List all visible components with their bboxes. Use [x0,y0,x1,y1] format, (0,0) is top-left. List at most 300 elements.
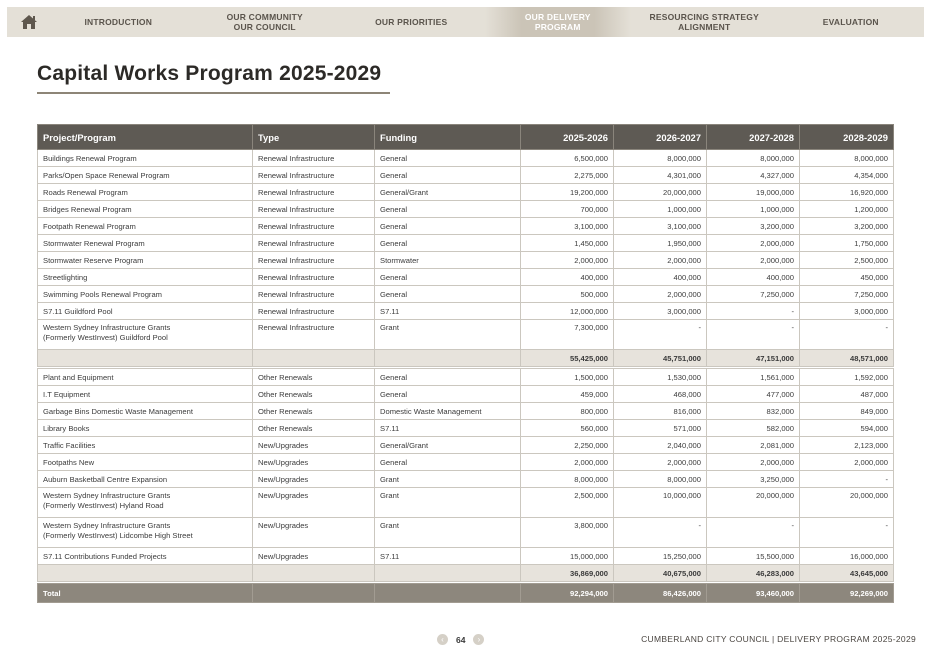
cell-text: General [380,389,408,399]
cell-text: 400,000 [673,272,701,282]
cell-text: Renewal Infrastructure [258,272,335,282]
cell-text: Buildings Renewal Program [43,153,137,163]
cell-text: Stormwater Renewal Program [43,238,145,248]
nav-tab-label: INTRODUCTION [84,17,153,27]
cell-text: Grant [380,491,399,500]
cell-text: Renewal Infrastructure [258,153,335,163]
cell-text: General [380,221,408,231]
cell-text: Renewal Infrastructure [258,221,335,231]
column-header: 2026-2027 [614,125,707,150]
type-cell [253,320,375,350]
cell-text: 468,000 [673,389,701,399]
funding-cell [375,454,521,471]
funding-cell [375,303,521,320]
amount-cell [521,420,614,437]
subtotal-value: 36,869,000 [521,565,614,582]
cell-text: 12,000,000 [569,306,608,316]
amount-cell [800,218,894,235]
nav-tab-label: RESOURCING STRATEGY ALIGNMENT [649,12,759,32]
table-row [38,471,894,488]
table-row [38,403,894,420]
cell-text: Streetlighting [43,272,88,282]
amount-cell [521,235,614,252]
subtotal-value: 45,751,000 [614,350,707,367]
table-row [38,150,894,167]
cell-text: - [885,323,888,332]
cell-text: Auburn Basketball Centre Expansion [43,474,168,484]
table-row [38,167,894,184]
type-cell [253,403,375,420]
type-cell [253,235,375,252]
total-value: 92,294,000 [521,584,614,603]
cell-text: 2,000,000 [760,238,794,248]
funding-cell [375,437,521,454]
cell-text: Renewal Infrastructure [258,306,335,316]
amount-cell [614,518,707,548]
type-cell [253,437,375,454]
funding-cell [375,235,521,252]
type-cell [253,454,375,471]
page-number: 64 [456,634,466,645]
cell-text: 1,500,000 [574,372,608,382]
amount-cell [707,420,800,437]
cell-text: 15,250,000 [662,551,701,561]
amount-cell [800,269,894,286]
amount-cell [707,488,800,518]
cell-text: General [380,238,408,248]
cell-text: 487,000 [860,389,888,399]
cell-text: - [698,521,701,530]
project-cell [38,471,253,488]
table-row [38,269,894,286]
cell-text: 3,000,000 [667,306,701,316]
amount-cell [521,184,614,201]
cell-text: 7,250,000 [760,289,794,299]
amount-cell [521,320,614,350]
amount-cell [707,454,800,471]
table-row [38,286,894,303]
funding-cell [375,320,521,350]
cell-text: 7,250,000 [854,289,888,299]
amount-cell [614,471,707,488]
project-cell [38,252,253,269]
page-pager [437,634,484,645]
table-header-row [38,125,894,150]
nav-tab-label: OUR DELIVERY PROGRAM [524,12,591,32]
cell-text: 849,000 [860,406,888,416]
type-cell [253,184,375,201]
cell-text: Renewal Infrastructure [258,170,335,180]
cell-text: Other Renewals [258,406,313,416]
amount-cell [707,201,800,218]
project-cell [38,218,253,235]
nav-tab-label: OUR COMMUNITY OUR COUNCIL [226,12,303,32]
funding-cell [375,548,521,565]
cell-text: 832,000 [766,406,794,416]
type-cell [253,471,375,488]
cell-text: Swimming Pools Renewal Program [43,289,163,299]
footer-document-title: CUMBERLAND CITY COUNCIL | DELIVERY PROGRAM 2025-2029 [641,634,916,644]
amount-cell [521,150,614,167]
cell-text: Western Sydney Infrastructure Grants (Formerly WestInvest) Lidcombe High Street [43,521,193,540]
cell-text: Grant [380,474,399,484]
cell-text: 594,000 [860,423,888,433]
cell-text: 400,000 [580,272,608,282]
cell-text: New/Upgrades [258,521,309,530]
subtotal-value: 48,571,000 [800,350,894,367]
cell-text: 19,200,000 [569,187,608,197]
cell-text: 19,000,000 [755,187,794,197]
amount-cell [614,167,707,184]
capital-works-total-table [37,583,894,603]
subtotal-empty-cell [375,565,521,582]
cell-text: - [791,521,794,530]
type-cell [253,488,375,518]
cell-text: 7,300,000 [574,323,608,332]
cell-text: S7.11 [380,306,400,316]
nav-tab-resourcing-strategy[interactable] [631,7,778,37]
amount-cell [521,252,614,269]
table-row [38,320,894,350]
amount-cell [707,471,800,488]
amount-cell [707,320,800,350]
funding-cell [375,369,521,386]
table-row [38,420,894,437]
cell-text: 8,000,000 [854,153,888,163]
amount-cell [614,437,707,454]
total-empty-cell [253,584,375,603]
project-cell [38,437,253,454]
amount-cell [614,488,707,518]
amount-cell [800,471,894,488]
type-cell [253,518,375,548]
cell-text: 2,000,000 [667,289,701,299]
amount-cell [800,320,894,350]
subtotal-value: 47,151,000 [707,350,800,367]
cell-text: New/Upgrades [258,551,309,561]
amount-cell [800,386,894,403]
amount-cell [521,437,614,454]
amount-cell [707,548,800,565]
cell-text: - [885,521,888,530]
type-cell [253,150,375,167]
amount-cell [521,201,614,218]
project-cell [38,454,253,471]
cell-text: Library Books [43,423,90,433]
cell-text: Plant and Equipment [43,372,114,382]
nav-tab-our-priorities[interactable] [338,7,485,37]
total-label: Total [38,584,253,603]
type-cell [253,369,375,386]
cell-text: 2,000,000 [574,457,608,467]
cell-text: 1,750,000 [854,238,888,248]
cell-text: 1,200,000 [854,204,888,214]
nav-tab-our-community[interactable] [192,7,339,37]
cell-text: 477,000 [766,389,794,399]
amount-cell [614,201,707,218]
project-cell [38,201,253,218]
funding-cell [375,386,521,403]
funding-cell [375,488,521,518]
cell-text: I.T Equipment [43,389,91,399]
amount-cell [800,252,894,269]
project-cell [38,518,253,548]
cell-text: 8,000,000 [667,474,701,484]
project-cell [38,420,253,437]
amount-cell [614,218,707,235]
amount-cell [614,286,707,303]
cell-text: 16,000,000 [849,551,888,561]
funding-cell [375,518,521,548]
subtotal-empty-cell [38,350,253,367]
cell-text: New/Upgrades [258,440,309,450]
cell-text: 3,100,000 [574,221,608,231]
cell-text: 450,000 [860,272,888,282]
cell-text: 2,000,000 [667,255,701,265]
cell-text: 800,000 [580,406,608,416]
cell-text: 3,200,000 [854,221,888,231]
cell-text: 1,561,000 [760,372,794,382]
cell-text: S7.11 [380,551,400,561]
column-header: Project/Program [38,125,253,150]
cell-text: 816,000 [673,406,701,416]
amount-cell [614,420,707,437]
cell-text: Other Renewals [258,423,313,433]
total-value: 86,426,000 [614,584,707,603]
type-cell [253,420,375,437]
cell-text: 20,000,000 [849,491,888,500]
cell-text: - [791,306,794,316]
cell-text: 3,100,000 [667,221,701,231]
cell-text: Stormwater [380,255,419,265]
amount-cell [707,269,800,286]
amount-cell [521,454,614,471]
amount-cell [521,218,614,235]
amount-cell [800,488,894,518]
amount-cell [800,403,894,420]
subtotal-value: 40,675,000 [614,565,707,582]
amount-cell [614,369,707,386]
amount-cell [707,150,800,167]
column-header: 2027-2028 [707,125,800,150]
top-navigation [7,7,924,37]
table-row [38,369,894,386]
type-cell [253,252,375,269]
project-cell [38,488,253,518]
cell-text: Footpaths New [43,457,95,467]
type-cell [253,201,375,218]
chevron-left-icon[interactable]: ‹ [437,634,448,645]
table-row [38,548,894,565]
project-cell [38,167,253,184]
subtotal-value: 43,645,000 [800,565,894,582]
cell-text: 1,450,000 [574,238,608,248]
nav-tab-label: OUR PRIORITIES [375,17,448,27]
subtotal-empty-cell [375,350,521,367]
amount-cell [614,252,707,269]
amount-cell [707,518,800,548]
amount-cell [521,369,614,386]
cell-text: - [698,323,701,332]
amount-cell [800,167,894,184]
cell-text: 2,275,000 [574,170,608,180]
table-row [38,518,894,548]
cell-text: General [380,170,408,180]
cell-text: 8,000,000 [574,474,608,484]
funding-cell [375,184,521,201]
nav-tab-our-delivery-program[interactable] [485,7,632,37]
column-header: 2028-2029 [800,125,894,150]
home-icon[interactable] [13,7,45,37]
subtotal-value: 46,283,000 [707,565,800,582]
cell-text: 2,000,000 [760,255,794,265]
amount-cell [521,303,614,320]
cell-text: Bridges Renewal Program [43,204,132,214]
amount-cell [707,218,800,235]
cell-text: 20,000,000 [662,187,701,197]
type-cell [253,167,375,184]
amount-cell [614,548,707,565]
amount-cell [800,150,894,167]
project-cell [38,320,253,350]
cell-text: Footpath Renewal Program [43,221,136,231]
amount-cell [707,386,800,403]
table-row [38,437,894,454]
amount-cell [614,320,707,350]
column-header: Type [253,125,375,150]
amount-cell [707,184,800,201]
cell-text: 1,592,000 [854,372,888,382]
cell-text: 16,920,000 [849,187,888,197]
cell-text: S7.11 [380,423,400,433]
nav-tab-label: EVALUATION [822,17,879,27]
table-row [38,218,894,235]
amount-cell [707,437,800,454]
table-row [38,454,894,471]
cell-text: 459,000 [580,389,608,399]
amount-cell [614,303,707,320]
cell-text: 500,000 [580,289,608,299]
funding-cell [375,269,521,286]
cell-text: 4,354,000 [854,170,888,180]
amount-cell [800,201,894,218]
cell-text: Renewal Infrastructure [258,323,335,332]
amount-cell [521,548,614,565]
type-cell [253,269,375,286]
amount-cell [614,386,707,403]
cell-text: Stormwater Reserve Program [43,255,144,265]
funding-cell [375,471,521,488]
cell-text: 560,000 [580,423,608,433]
amount-cell [800,303,894,320]
cell-text: Renewal Infrastructure [258,238,335,248]
cell-text: - [791,323,794,332]
funding-cell [375,218,521,235]
amount-cell [707,369,800,386]
cell-text: Roads Renewal Program [43,187,128,197]
amount-cell [614,269,707,286]
cell-text: 1,000,000 [760,204,794,214]
table-row [38,235,894,252]
page-title: Capital Works Program 2025-2029 [37,62,382,85]
subtotal-empty-cell [38,565,253,582]
amount-cell [521,269,614,286]
cell-text: Parks/Open Space Renewal Program [43,170,170,180]
cell-text: Other Renewals [258,372,313,382]
amount-cell [800,369,894,386]
cell-text: 1,530,000 [667,372,701,382]
amount-cell [614,184,707,201]
project-cell [38,403,253,420]
amount-cell [800,548,894,565]
amount-cell [521,286,614,303]
capital-works-table-renewal [37,124,894,367]
cell-text: 2,500,000 [854,255,888,265]
cell-text: 8,000,000 [760,153,794,163]
amount-cell [521,471,614,488]
cell-text: General [380,272,408,282]
subtotal-row [38,350,894,367]
amount-cell [707,286,800,303]
amount-cell [521,488,614,518]
cell-text: Western Sydney Infrastructure Grants (Formerly WestInvest) Hyland Road [43,491,171,510]
cell-text: General [380,457,408,467]
cell-text: 2,250,000 [574,440,608,450]
cell-text: 15,000,000 [569,551,608,561]
cell-text: General [380,204,408,214]
total-value: 92,269,000 [800,584,894,603]
funding-cell [375,201,521,218]
amount-cell [707,403,800,420]
table-row [38,386,894,403]
subtotal-empty-cell [253,565,375,582]
project-cell [38,184,253,201]
type-cell [253,386,375,403]
subtotal-value: 55,425,000 [521,350,614,367]
total-row [38,584,894,603]
table-row [38,488,894,518]
title-underline [37,92,390,94]
chevron-right-icon[interactable]: › [473,634,484,645]
cell-text: Western Sydney Infrastructure Grants (Formerly WestInvest) Guildford Pool [43,323,171,342]
total-value: 93,460,000 [707,584,800,603]
table-row [38,303,894,320]
nav-tab-evaluation[interactable] [778,7,925,37]
cell-text: 2,081,000 [760,440,794,450]
funding-cell [375,167,521,184]
capital-works-table-other [37,368,894,582]
cell-text: 2,000,000 [760,457,794,467]
cell-text: 571,000 [673,423,701,433]
project-cell [38,150,253,167]
funding-cell [375,150,521,167]
nav-tab-introduction[interactable] [45,7,192,37]
cell-text: 3,000,000 [854,306,888,316]
cell-text: 10,000,000 [662,491,701,500]
project-cell [38,235,253,252]
subtotal-empty-cell [253,350,375,367]
subtotal-row [38,565,894,582]
cell-text: 15,500,000 [755,551,794,561]
cell-text: 4,327,000 [760,170,794,180]
amount-cell [521,167,614,184]
cell-text: S7.11 Guildford Pool [43,306,113,316]
cell-text: 20,000,000 [755,491,794,500]
cell-text: 3,800,000 [574,521,608,530]
table-row [38,201,894,218]
cell-text: Renewal Infrastructure [258,289,335,299]
column-header: Funding [375,125,521,150]
